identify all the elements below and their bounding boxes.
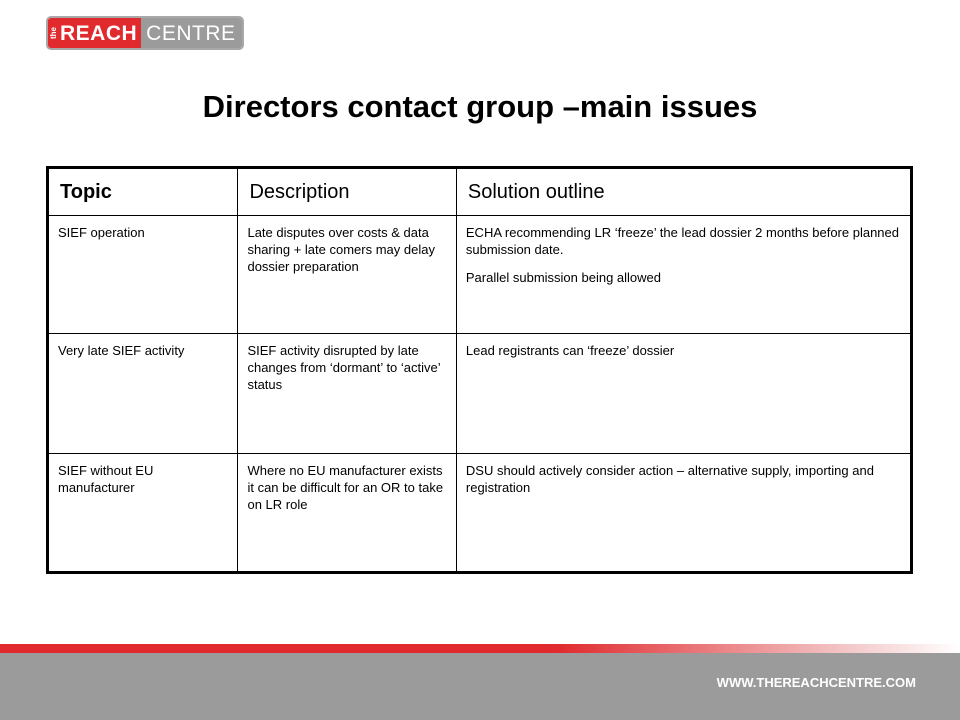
footer-accent-stripe xyxy=(0,644,960,653)
topic-cell xyxy=(48,216,238,334)
solution-paragraph: Parallel submission being allowed xyxy=(465,270,661,286)
solution-paragraph: DSU should actively consider action – alternative supply, importing and registration xyxy=(465,463,874,496)
table-row xyxy=(48,334,912,454)
header-solution: Solution outline xyxy=(456,168,911,216)
topic-cell xyxy=(48,454,238,573)
solution-text xyxy=(457,454,910,496)
description-text: Late disputes over costs & data sharing + late comers may delay dossier preparation xyxy=(247,225,435,275)
footer-bar xyxy=(0,644,960,720)
description-text: Where no EU manufacturer exists it can be difficult for an OR to take on LR role xyxy=(247,463,444,513)
issues-table xyxy=(46,166,913,574)
description-cell xyxy=(238,334,456,454)
topic-text: Very late SIEF activity xyxy=(58,343,185,359)
logo-grey-block xyxy=(141,18,241,48)
slide-title: Directors contact group –main issues xyxy=(202,89,758,124)
brand-logo xyxy=(46,16,244,50)
topic-text: SIEF operation xyxy=(58,225,145,241)
solution-cell xyxy=(456,334,911,454)
logo-red-block xyxy=(48,18,141,48)
solution-paragraph: ECHA recommending LR ‘freeze’ the lead dossier 2 months before planned submission date. xyxy=(465,225,899,258)
logo-prefix: the xyxy=(49,27,58,39)
logo-suffix: CENTRE xyxy=(146,21,236,45)
topic-text: SIEF without EU manufacturer xyxy=(58,463,154,496)
header-topic: Topic xyxy=(48,168,238,216)
solution-paragraph: Lead registrants can ‘freeze’ dossier xyxy=(465,343,675,359)
description-text: SIEF activity disrupted by late changes from ‘dormant’ to ‘active’ status xyxy=(247,343,441,393)
solution-text xyxy=(457,334,910,359)
header-description: Description xyxy=(238,168,456,216)
table-row xyxy=(48,216,912,334)
footer-website-url[interactable]: WWW.THEREACHCENTRE.COM xyxy=(716,675,916,690)
description-cell xyxy=(238,454,456,573)
solution-text xyxy=(457,216,910,286)
table-header-row xyxy=(48,168,912,216)
solution-cell xyxy=(456,454,911,573)
table-row xyxy=(48,454,912,573)
logo-brand: REACH xyxy=(60,21,138,45)
description-cell xyxy=(238,216,456,334)
topic-cell xyxy=(48,334,238,454)
solution-cell xyxy=(456,216,911,334)
